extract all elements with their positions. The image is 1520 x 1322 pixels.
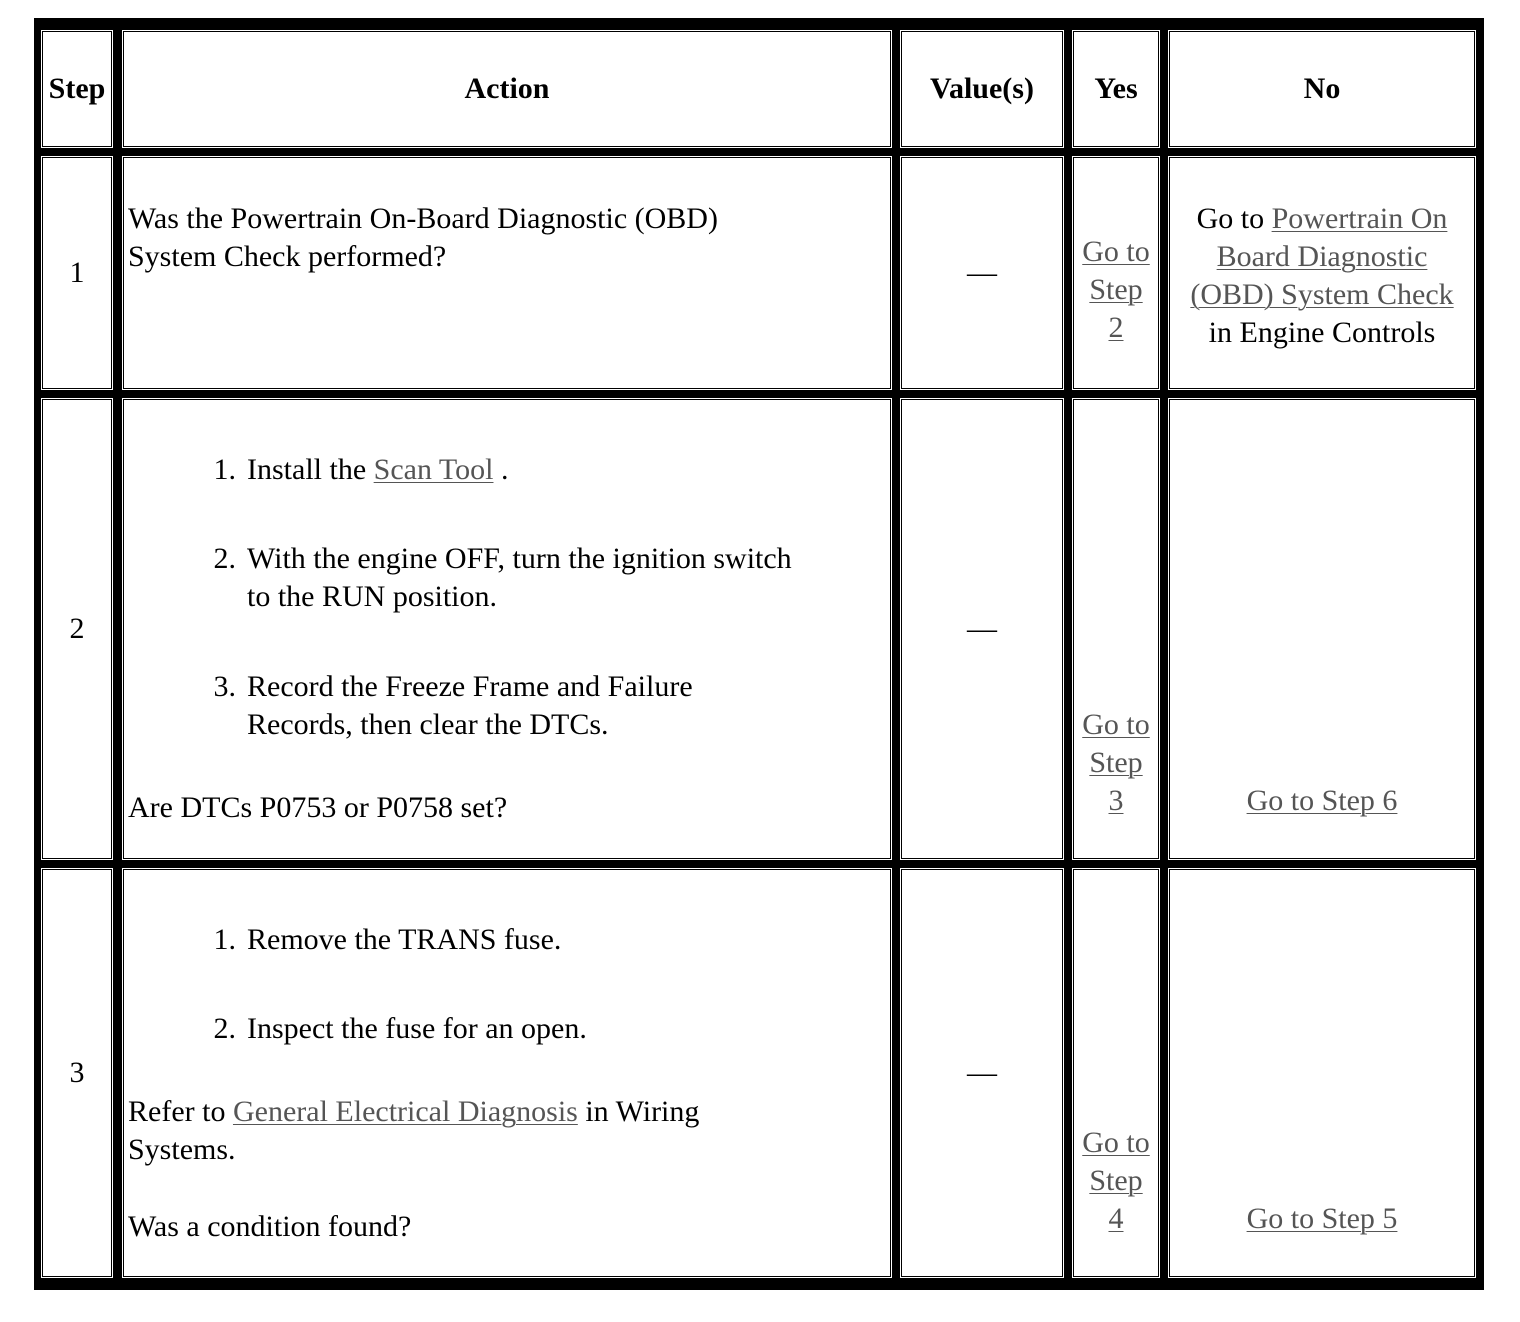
row1-step-number: 1 — [69, 256, 85, 289]
row2-sub2-line1: With the engine OFF, turn the ignition switch — [247, 542, 792, 575]
row2-sub3-line1: Record the Freeze Frame and Failure — [247, 670, 693, 703]
row1-action-text — [128, 200, 718, 276]
row3-sub2-text: Inspect the fuse for an open. — [247, 1012, 587, 1045]
row3-step-number: 3 — [69, 1056, 85, 1089]
row3-refer-post: in Wiring — [577, 1095, 700, 1128]
row3-value — [898, 866, 1066, 1280]
row3-step — [39, 866, 115, 1280]
scan-tool-link[interactable]: Scan Tool — [373, 453, 494, 486]
row1-no-suffix: in Engine Controls — [1208, 316, 1436, 349]
row1-yes-link[interactable] — [1072, 233, 1160, 347]
row3-sub1-text: Remove the TRANS fuse. — [247, 923, 562, 956]
row2-sub3-num: 3. — [213, 670, 236, 703]
row2-question: Are DTCs P0753 or P0758 set? — [128, 791, 508, 824]
row1-yes-link-l3[interactable]: 2 — [1108, 311, 1124, 344]
row1-yes — [1070, 154, 1162, 392]
header-no — [1166, 28, 1478, 150]
row3-yes-link[interactable] — [1072, 1124, 1160, 1238]
row2-no — [1166, 396, 1478, 862]
row3-sub1-num: 1. — [213, 923, 236, 956]
row2-no-text — [1168, 782, 1476, 820]
row3-sub2-num: 2. — [213, 1012, 236, 1045]
row1-yes-link-l2[interactable]: Step — [1089, 273, 1143, 306]
row2-sub2-num: 2. — [213, 542, 236, 575]
row3-yes-link-l2[interactable]: Step — [1089, 1164, 1143, 1197]
row1-no-link-l1[interactable]: Powertrain On — [1271, 202, 1448, 235]
row3-refer — [128, 1093, 699, 1169]
row3-yes-link-l1[interactable]: Go to — [1082, 1126, 1150, 1159]
row3-no — [1166, 866, 1478, 1280]
row2-sub2-line2: to the RUN position. — [247, 580, 498, 613]
row2-sub1-post: . — [493, 453, 509, 486]
row2-sub1-pre: Install the — [247, 453, 374, 486]
go-to-step-5-link[interactable]: Go to Step 5 — [1246, 1202, 1398, 1235]
header-step-label: Step — [48, 72, 106, 105]
row2-yes-link-l3[interactable]: 3 — [1108, 784, 1124, 817]
row1-no-link-l2[interactable]: Board Diagnostic — [1216, 240, 1428, 273]
header-action — [120, 28, 894, 150]
row2-sub2-text — [247, 540, 792, 616]
header-values — [898, 28, 1066, 150]
row2-sub3-text — [247, 668, 693, 744]
row2-value-dash: — — [967, 612, 997, 645]
general-electrical-diagnosis-link[interactable]: General Electrical Diagnosis — [232, 1095, 578, 1128]
row1-no-text — [1168, 200, 1476, 352]
header-no-label: No — [1303, 72, 1341, 105]
row1-no — [1166, 154, 1478, 392]
row2-sub3-line2: Records, then clear the DTCs. — [247, 708, 609, 741]
row2-yes-link-l2[interactable]: Step — [1089, 746, 1143, 779]
row2-value — [898, 396, 1066, 862]
row1-action-line2: System Check performed? — [128, 240, 447, 273]
row1-yes-link-l1[interactable]: Go to — [1082, 235, 1150, 268]
header-step — [39, 28, 115, 150]
row1-value — [898, 154, 1066, 392]
header-yes-label: Yes — [1094, 72, 1138, 105]
row1-step — [39, 154, 115, 392]
row3-refer-line2: Systems. — [128, 1133, 236, 1166]
go-to-step-6-link[interactable]: Go to Step 6 — [1246, 784, 1398, 817]
row3-yes-link-l3[interactable]: 4 — [1108, 1202, 1124, 1235]
row1-value-dash: — — [967, 256, 997, 289]
header-yes — [1070, 28, 1162, 150]
row1-no-prefix: Go to — [1196, 202, 1272, 235]
row1-action-line1: Was the Powertrain On-Board Diagnostic (OBD) — [128, 202, 718, 235]
row3-value-dash: — — [967, 1056, 997, 1089]
row2-sub1-num: 1. — [213, 453, 236, 486]
row2-yes-link[interactable] — [1072, 706, 1160, 820]
header-action-label: Action — [464, 72, 550, 105]
row1-no-link-l3[interactable]: (OBD) System Check — [1190, 278, 1454, 311]
row2-sub1-text — [247, 451, 508, 489]
row1-action — [120, 154, 894, 392]
row2-action — [120, 396, 894, 862]
row2-step-number: 2 — [69, 612, 85, 645]
row2-yes — [1070, 396, 1162, 862]
row3-yes — [1070, 866, 1162, 1280]
row3-question: Was a condition found? — [128, 1210, 412, 1243]
row2-yes-link-l1[interactable]: Go to — [1082, 708, 1150, 741]
row3-action — [120, 866, 894, 1280]
row2-step — [39, 396, 115, 862]
diagnostic-table — [34, 18, 1484, 1290]
header-values-label: Value(s) — [930, 72, 1034, 105]
row3-no-text — [1168, 1200, 1476, 1238]
row3-refer-pre: Refer to — [128, 1095, 233, 1128]
